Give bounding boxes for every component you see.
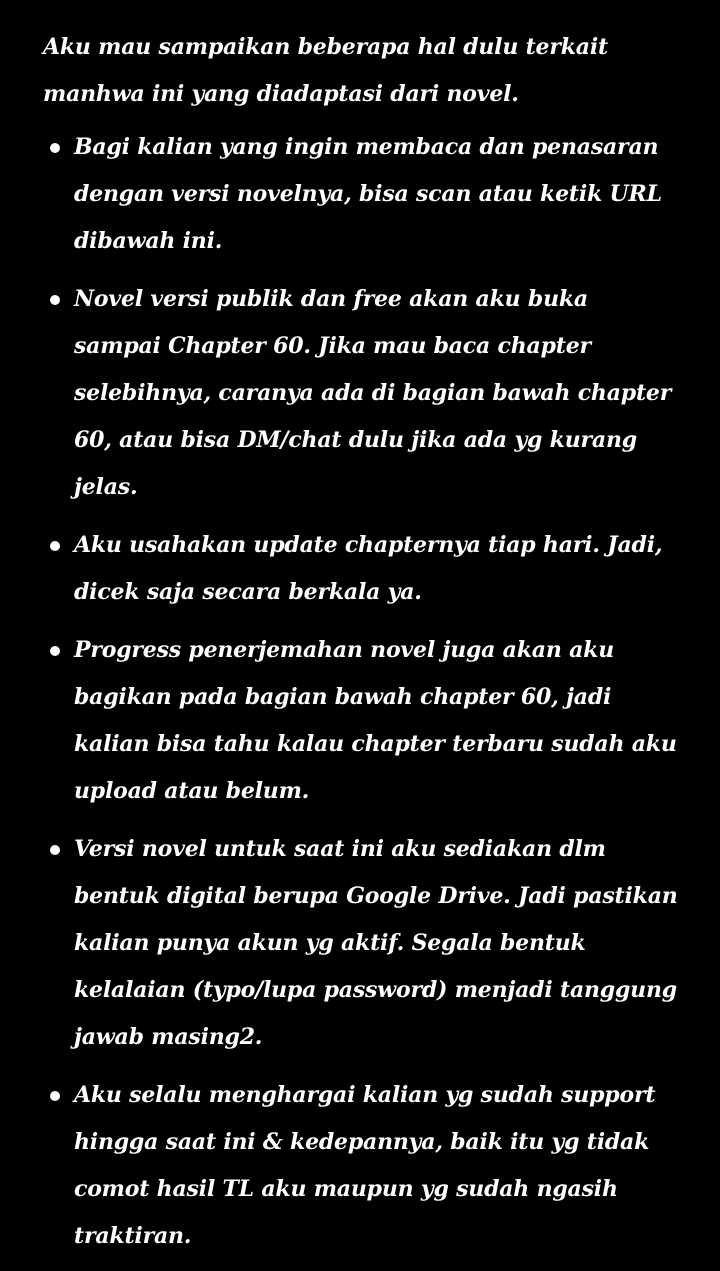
list-item (0, 522, 720, 616)
bullet-icon (50, 646, 60, 656)
list-item (0, 826, 720, 1061)
bullet-icon (50, 845, 60, 855)
list-item-text: Aku selalu menghargai kalian yg sudah support hingga saat ini & kedepannya, baik itu yg tidak comot hasil TL aku maupun yg sudah ngasih traktiran. (74, 1082, 656, 1249)
list-item (0, 124, 720, 265)
list-item-text: Progress penerjemahan novel juga akan aku bagikan pada bagian bawah chapter 60, jadi kalian bisa tahu kalau chapter terbaru sudah aku upload atau belum. (74, 637, 677, 804)
bullet-icon (50, 1091, 60, 1101)
list-item-text: Aku usahakan update chapternya tiap hari. Jadi, dicek saja secara berkala ya. (74, 532, 663, 605)
list-item-text: Novel versi publik dan free akan aku buka sampai Chapter 60. Jika mau baca chapter selebihnya, caranya ada di bagian bawah chapter 60, atau bisa DM/chat dulu jika ada yg kurang jelas. (74, 286, 672, 500)
list-item-text: Bagi kalian yang ingin membaca dan penasaran dengan versi novelnya, bisa scan atau ketik URL dibawah ini. (74, 134, 662, 254)
bullet-icon (50, 143, 60, 153)
list-item (0, 627, 720, 815)
bullet-icon (50, 295, 60, 305)
notice-list (0, 124, 720, 1271)
intro-paragraph: Aku mau sampaikan beberapa hal dulu terkait manhwa ini yang diadaptasi dari novel. (43, 34, 608, 107)
list-item-text: Versi novel untuk saat ini aku sediakan dlm bentuk digital berupa Google Drive. Jadi pastikan kalian punya akun yg aktif. Segala bentuk kelalaian (typo/lupa password) menjadi tanggung jawab masing2. (74, 836, 678, 1050)
list-item (0, 276, 720, 511)
bullet-icon (50, 541, 60, 551)
